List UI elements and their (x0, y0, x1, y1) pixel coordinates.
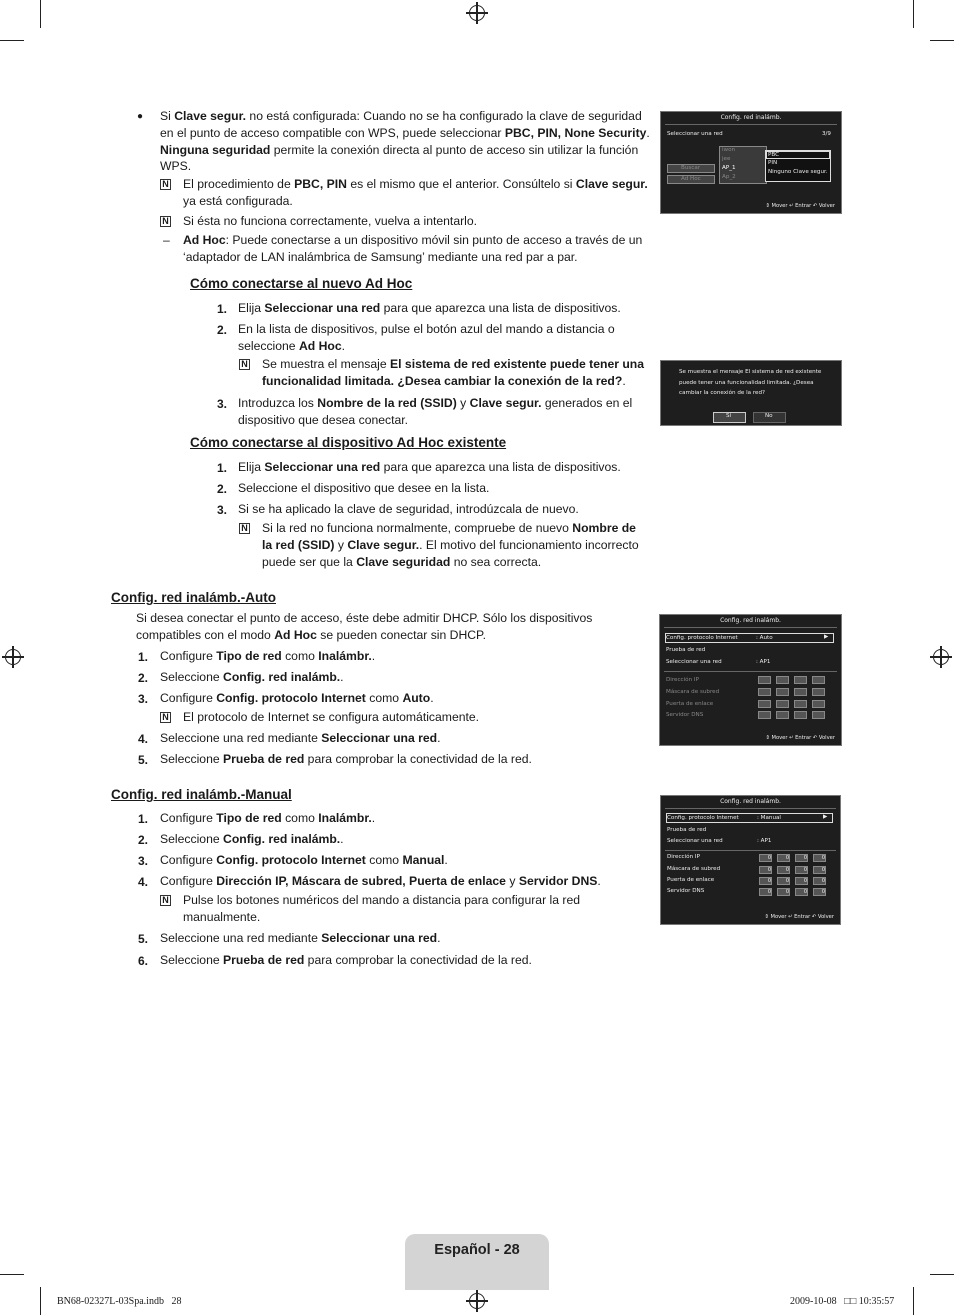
text: : Puede conectarse a un dispositivo móvil sin punto de acceso a través de un ‘adaptador de LAN inalámbrica de Samsung’ mediante una red par a par. (183, 233, 643, 264)
text: Tipo de red (216, 811, 282, 825)
osd-arrow-icon: ▶ (823, 814, 828, 820)
osd-popup-item: PIN (768, 160, 778, 166)
text: no sea correcta. (450, 554, 542, 569)
page-number: Español - 28 (434, 1242, 520, 1258)
text: como (281, 649, 319, 663)
slug-right: 2009-10-08 □□ 10:35:57 (790, 1296, 895, 1307)
osd-label: Seleccionar una red (667, 131, 723, 137)
step-text (160, 669, 630, 686)
osd-title: Config. red inalámb. (720, 617, 781, 624)
osd-ip-box (794, 676, 807, 684)
osd-footer: ⇕ Mover ↵ Entrar ↶ Volver (765, 203, 835, 209)
step-number: 3. (138, 692, 149, 706)
osd-row-label: Seleccionar una red (667, 838, 723, 844)
text: Servidor DNS (518, 874, 598, 888)
step-text (160, 852, 630, 869)
text: Configure (160, 649, 217, 663)
text: para comprobar la conectividad de la red. (304, 953, 532, 967)
text: . (341, 338, 346, 353)
text: Seleccionar una red (321, 931, 438, 945)
registration-mark-icon (933, 649, 949, 665)
osd-ip-box (812, 688, 825, 696)
text: En la lista de dispositivos, pulse el botón azul del mando a distancia o seleccione (238, 322, 615, 353)
text: para que aparezca una lista de dispositivos. (380, 460, 621, 474)
osd-ip-box: 0 (795, 854, 808, 862)
osd-message: Se muestra el mensaje El sistema de red existente puede tener una funcionalidad limitada. ¿Desea cambiar la conexión de la red? (679, 369, 822, 396)
divider (665, 808, 836, 809)
text: . (340, 832, 344, 846)
osd-row-label: Prueba de red (666, 647, 706, 653)
osd-list-item: Ap_2 (722, 174, 736, 180)
intro-paragraph (160, 108, 650, 175)
step-number: 4. (138, 732, 149, 746)
osd-ip-box (776, 711, 789, 719)
text: El sistema de red existente puede tener una funcionalidad limitada. ¿Desea cambiar la conexión de la red? (262, 357, 645, 388)
osd-ip-box (812, 700, 825, 708)
step-text (160, 810, 630, 827)
text: Seleccione (160, 752, 224, 766)
text: El procedimiento de (183, 177, 295, 191)
osd-ip-label: Máscara de subred (666, 689, 720, 695)
osd-yes-label: Sí (726, 413, 732, 419)
osd-ip-label: Dirección IP (667, 854, 700, 860)
section-heading: Cómo conectarse al dispositivo Ad Hoc existente (190, 435, 507, 450)
text: Configure (160, 853, 217, 867)
osd-row-value: : Manual (757, 815, 781, 821)
osd-ip-box (812, 711, 825, 719)
osd-row-label: Config. protocolo Internet (666, 635, 738, 641)
text: Config. red inalámb. (223, 832, 341, 846)
text: PBC, PIN (294, 177, 347, 191)
text: permite la conexión directa al punto de acceso sin utilizar la función WPS. (160, 142, 639, 174)
crop-mark (913, 0, 914, 28)
crop-mark (930, 1274, 954, 1275)
text: Seleccione una red mediante (160, 731, 322, 745)
text: como (365, 691, 403, 705)
osd-ip-box (794, 700, 807, 708)
step-text: Seleccione el dispositivo que desee en la lista. (238, 481, 490, 495)
osd-ip-box: 0 (759, 888, 772, 896)
text: Introduzca los (238, 396, 318, 410)
text: . (371, 649, 376, 663)
osd-ip-box: 0 (777, 854, 790, 862)
text: Clave segur. (469, 396, 542, 410)
text: . El motivo del funcionamiento incorrecto puede ser que la (262, 537, 639, 569)
step-text (160, 690, 630, 707)
osd-manual-screenshot (660, 795, 841, 925)
text: . (430, 691, 434, 705)
note-text (183, 176, 653, 210)
text: Inalámbr. (318, 649, 372, 663)
step-text (160, 930, 630, 947)
step-number: 3. (217, 397, 228, 411)
text: . (646, 125, 650, 140)
osd-ip-box: 0 (777, 888, 790, 896)
step-text (160, 648, 630, 665)
note-icon: N (160, 216, 171, 227)
step-number: 6. (138, 954, 149, 968)
dash-icon: – (163, 233, 170, 247)
crop-mark (40, 1287, 41, 1315)
osd-ip-box: 0 (777, 877, 790, 885)
osd-ip-box: 0 (795, 888, 808, 896)
text: Elija (238, 460, 265, 474)
adhoc-paragraph (183, 232, 653, 266)
section-heading: Config. red inalámb.-Auto (111, 590, 276, 605)
text: Configure (160, 691, 217, 705)
divider (664, 627, 837, 628)
osd-ip-box (812, 676, 825, 684)
text: Seleccione (160, 832, 224, 846)
osd-no-label: No (765, 413, 773, 419)
osd-ip-box: 0 (813, 877, 826, 885)
osd-title: Config. red inalámb. (720, 798, 781, 805)
divider (665, 850, 836, 851)
step-text (238, 459, 658, 476)
text: Dirección IP, Máscara de subred, Puerta de enlace (216, 874, 506, 888)
step-number: 1. (138, 650, 149, 664)
text: . (597, 874, 601, 888)
divider (665, 124, 837, 125)
text: Clave seguridad (356, 554, 451, 569)
step-text (160, 831, 630, 848)
text: Config. red inalámb. (223, 670, 341, 684)
step-number: 4. (138, 875, 149, 889)
step-text (160, 730, 630, 747)
osd-ip-label: Servidor DNS (666, 712, 704, 718)
text: Prueba de red (223, 953, 305, 967)
text: Inalámbr. (318, 811, 372, 825)
note-icon: N (160, 895, 171, 906)
osd-ip-box: 0 (813, 866, 826, 874)
osd-ip-box: 0 (813, 854, 826, 862)
text: y (334, 537, 348, 552)
step-text (238, 395, 648, 429)
text: como (365, 853, 403, 867)
registration-mark-icon (469, 1293, 485, 1309)
registration-mark-icon (5, 649, 21, 665)
text: Ad Hoc (274, 627, 317, 642)
step-text (160, 952, 630, 969)
note-icon: N (239, 359, 250, 370)
osd-arrow-icon: ▶ (824, 634, 829, 640)
text: Ninguna seguridad (160, 142, 271, 157)
text: . (437, 731, 441, 745)
osd-ip-label: Máscara de subred (667, 866, 721, 872)
crop-mark (913, 1287, 914, 1315)
osd-ip-box (794, 711, 807, 719)
osd-footer: ⇕ Mover ↵ Entrar ↶ Volver (765, 735, 835, 741)
osd-list-item: AP_1 (722, 165, 736, 171)
osd-message-screenshot (660, 360, 842, 426)
text: PBC, PIN, None Security (504, 125, 647, 140)
step-number: 2. (217, 323, 228, 337)
text: Seleccionar una red (321, 731, 438, 745)
step-text (160, 751, 630, 768)
step-number: 1. (217, 461, 228, 475)
text: ya está configurada. (183, 193, 293, 208)
osd-ip-label: Dirección IP (666, 677, 699, 683)
step-text (238, 321, 648, 355)
text: se pueden conectar sin DHCP. (316, 627, 487, 642)
osd-ip-box (758, 676, 771, 684)
text: Nombre de la red (SSID) (317, 396, 457, 410)
osd-ip-box: 0 (759, 854, 772, 862)
text: Manual (402, 853, 445, 867)
crop-mark (40, 0, 41, 28)
text: Tipo de red (216, 649, 282, 663)
crop-mark (0, 40, 24, 41)
note-icon: N (160, 179, 171, 190)
step-number: 2. (138, 833, 149, 847)
osd-ip-box: 0 (759, 866, 772, 874)
text: Config. protocolo Internet (216, 691, 366, 705)
text: y (456, 396, 470, 410)
osd-row-label: Prueba de red (667, 827, 707, 833)
text: Ad Hoc (183, 233, 226, 247)
osd-popup-item: Ninguno Clave segur. (768, 169, 828, 175)
note-text: Pulse los botones numéricos del mando a distancia para configurar la red manualmente. (183, 893, 580, 924)
text: Si desea conectar el punto de acceso, éste debe admitir DHCP. Sólo los dispositivos compatibles con el modo (136, 611, 593, 642)
osd-counter: 3/9 (821, 131, 831, 137)
text: Clave segur. (347, 537, 420, 552)
osd-ip-box (758, 711, 771, 719)
text: . (340, 670, 344, 684)
crop-mark (0, 1274, 24, 1275)
text: Si (160, 109, 175, 123)
osd-ip-label: Puerta de enlace (666, 701, 714, 707)
step-number: 5. (138, 932, 149, 946)
text: . (444, 853, 448, 867)
osd-network-select-screenshot (660, 111, 842, 214)
section-heading: Config. red inalámb.-Manual (111, 787, 292, 802)
text: Auto (402, 691, 431, 705)
osd-ip-box: 0 (795, 866, 808, 874)
text: Ad Hoc (298, 338, 342, 353)
osd-row-value: : AP1 (757, 838, 772, 844)
step-number: 3. (138, 854, 149, 868)
note-text: El protocolo de Internet se configura automáticamente. (183, 710, 480, 724)
osd-row-value: : Auto (756, 635, 773, 641)
text: es el mismo que el anterior. Consúltelo si (346, 177, 576, 191)
slug-left: BN68-02327L-03Spa.indb 28 (57, 1296, 182, 1307)
osd-ip-box (758, 688, 771, 696)
text: como (281, 811, 319, 825)
text: . (622, 373, 626, 388)
osd-row-label: Seleccionar una red (666, 659, 722, 665)
osd-footer: ⇕ Mover ↵ Entrar ↶ Volver (764, 914, 834, 920)
divider (664, 671, 837, 672)
text: . (371, 811, 376, 825)
text: Configure (160, 811, 217, 825)
bullet-icon: ● (137, 111, 144, 122)
osd-ip-box (776, 688, 789, 696)
osd-ip-box: 0 (795, 877, 808, 885)
osd-list-item: jee (722, 156, 731, 162)
registration-mark-icon (469, 5, 485, 21)
osd-ip-box (758, 700, 771, 708)
text: Clave segur. (575, 177, 648, 191)
text: Clave segur. (174, 109, 247, 123)
text: Si la red no funciona normalmente, compruebe de nuevo (262, 521, 573, 535)
note-text (262, 356, 654, 390)
osd-side-label: Buscar (681, 165, 701, 171)
text: Seleccione una red mediante (160, 931, 322, 945)
text: Nombre de la red (SSID) (262, 521, 636, 552)
text: para comprobar la conectividad de la red. (304, 752, 532, 766)
section-heading: Cómo conectarse al nuevo Ad Hoc (190, 276, 413, 291)
text: Config. protocolo Internet (216, 853, 366, 867)
osd-row-label: Config. protocolo Internet (667, 815, 739, 821)
text: Seleccionar una red (264, 301, 381, 315)
step-number: 5. (138, 753, 149, 767)
osd-auto-screenshot (659, 614, 842, 746)
osd-side-label: Ad Hoc (681, 176, 701, 182)
step-number: 2. (217, 482, 228, 496)
osd-ip-label: Puerta de enlace (667, 877, 715, 883)
note-icon: N (239, 523, 250, 534)
text: Configure (160, 874, 217, 888)
step-number: 1. (217, 302, 228, 316)
osd-row-value: : AP1 (756, 659, 771, 665)
osd-ip-box: 0 (813, 888, 826, 896)
text: para que aparezca una lista de dispositivos. (380, 301, 621, 315)
crop-mark (930, 40, 954, 41)
text: no está configurada: Cuando no se ha configurado la clave de seguridad en el punto de acceso compatible con WPS, puede seleccionar (160, 109, 642, 140)
text: Seleccionar una red (264, 460, 381, 474)
osd-ip-box (776, 676, 789, 684)
osd-ip-box (794, 688, 807, 696)
step-number: 3. (217, 503, 228, 517)
note-text (262, 520, 647, 570)
osd-ip-box (776, 700, 789, 708)
osd-title: Config. red inalámb. (720, 114, 782, 121)
text: Prueba de red (223, 752, 305, 766)
note-icon: N (160, 712, 171, 723)
text: Elija (238, 301, 265, 315)
step-text: Si se ha aplicado la clave de seguridad, introdúzcala de nuevo. (238, 502, 579, 516)
text: generados en el dispositivo que desea conectar. (238, 396, 633, 427)
section-intro (136, 610, 616, 644)
osd-popup-item: PBC (768, 152, 780, 158)
text: Seleccione (160, 670, 224, 684)
step-number: 2. (138, 671, 149, 685)
text: Se muestra el mensaje (262, 357, 391, 371)
text: y (505, 874, 519, 888)
osd-list-item: iwon (722, 147, 736, 153)
osd-ip-label: Servidor DNS (667, 888, 705, 894)
note-text: Si ésta no funciona correctamente, vuelva a intentarlo. (183, 214, 478, 228)
osd-ip-box: 0 (759, 877, 772, 885)
text: . (437, 931, 441, 945)
text: Seleccione (160, 953, 224, 967)
step-text (160, 873, 630, 890)
osd-ip-box: 0 (777, 866, 790, 874)
step-number: 1. (138, 812, 149, 826)
step-text (238, 300, 658, 317)
